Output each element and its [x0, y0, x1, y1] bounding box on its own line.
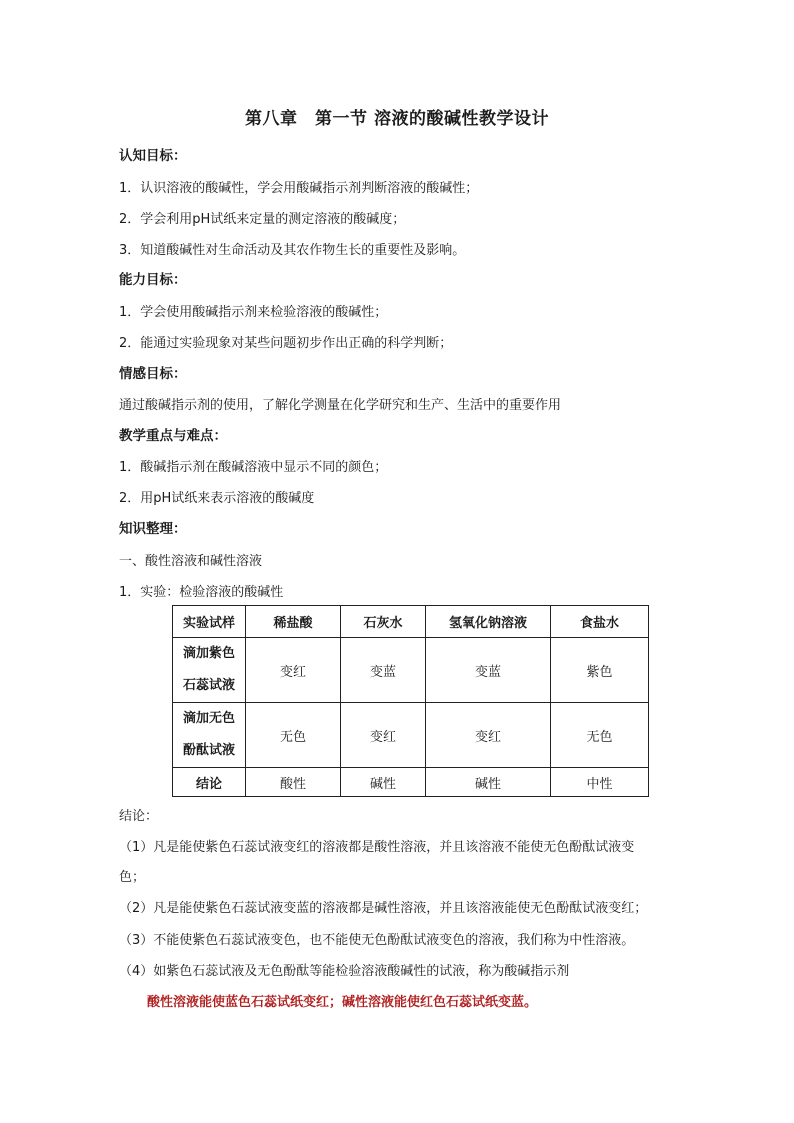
conclusion-1: （1）凡是能使紫色石蕊试液变红的溶液都是酸性溶液，并且该溶液不能使无色酚酞试液变	[119, 840, 635, 855]
table-row	[173, 703, 649, 768]
row-label-line: 酚酞试液	[182, 743, 235, 758]
cognitive-heading: 认知目标：	[119, 148, 187, 164]
experiment-table	[172, 605, 649, 797]
ability-item-1: 1．学会使用酸碱指示剂来检验溶液的酸碱性；	[119, 305, 388, 320]
conclusion-2: （2）凡是能使紫色石蕊试液变蓝的溶液都是碱性溶液，并且该溶液能使无色酚酞试液变红；	[119, 901, 648, 916]
table-cell: 变红	[246, 638, 341, 703]
keypoints-item-2: 2．用pH试纸来表示溶液的酸碱度	[119, 491, 315, 506]
table-cell: 碱性	[341, 768, 426, 797]
row-label	[173, 703, 246, 768]
emotion-text: 通过酸碱指示剂的使用，了解化学测量在化学研究和生产、生活中的重要作用	[119, 398, 562, 413]
table-header-row	[173, 606, 649, 638]
table-row	[173, 638, 649, 703]
table-header: 氢氧化钠溶液	[426, 606, 551, 638]
conclusion-1-continued: 色；	[119, 870, 146, 885]
keypoints-item-1: 1．酸碱指示剂在酸碱溶液中显示不同的颜色；	[119, 460, 388, 475]
cognitive-item-1: 1．认识溶液的酸碱性，学会用酸碱指示剂判断溶液的酸碱性；	[119, 181, 479, 196]
ability-heading: 能力目标：	[119, 272, 187, 288]
row-label	[173, 638, 246, 703]
table-cell: 变蓝	[426, 638, 551, 703]
table-header: 稀盐酸	[246, 606, 341, 638]
table-cell: 紫色	[551, 638, 649, 703]
ability-item-2: 2．能通过实验现象对某些问题初步作出正确的科学判断；	[119, 336, 453, 351]
table-cell: 碱性	[426, 768, 551, 797]
row-label-line: 滴加紫色	[182, 646, 235, 661]
row-label: 结论	[173, 768, 246, 797]
table-cell: 无色	[246, 703, 341, 768]
knowledge-heading: 知识整理：	[119, 521, 187, 537]
row-label-line: 石蕊试液	[182, 678, 235, 693]
table-header: 石灰水	[341, 606, 426, 638]
cognitive-item-2: 2．学会利用pH试纸来定量的测定溶液的酸碱度；	[119, 212, 406, 227]
table-cell: 变蓝	[341, 638, 426, 703]
keypoints-heading: 教学重点与难点：	[119, 428, 227, 444]
table-cell: 无色	[551, 703, 649, 768]
table-cell: 变红	[426, 703, 551, 768]
highlight-note: 酸性溶液能使蓝色石蕊试纸变红；碱性溶液能使红色石蕊试纸变蓝。	[147, 995, 538, 1010]
page-title: 第八章 第一节 溶液的酸碱性教学设计	[245, 109, 549, 129]
table-cell: 酸性	[246, 768, 341, 797]
cognitive-item-3: 3．知道酸碱性对生命活动及其农作物生长的重要性及影响。	[119, 243, 466, 258]
row-label-line: 滴加无色	[182, 711, 235, 726]
table-header: 实验试样	[173, 606, 246, 638]
table-cell: 中性	[551, 768, 649, 797]
section-heading: 一、酸性溶液和碱性溶液	[119, 554, 263, 569]
experiment-title: 1．实验：检验溶液的酸碱性	[119, 585, 284, 600]
conclusion-heading: 结论：	[119, 809, 159, 824]
conclusion-3: （3）不能使紫色石蕊试液变色，也不能使无色酚酞试液变色的溶液，我们称为中性溶液。	[119, 933, 635, 948]
table-header: 食盐水	[551, 606, 649, 638]
table-cell: 变红	[341, 703, 426, 768]
conclusion-4: （4）如紫色石蕊试液及无色酚酞等能检验溶液酸碱性的试液，称为酸碱指示剂	[119, 964, 570, 979]
emotion-heading: 情感目标：	[119, 366, 187, 382]
table-row	[173, 768, 649, 797]
